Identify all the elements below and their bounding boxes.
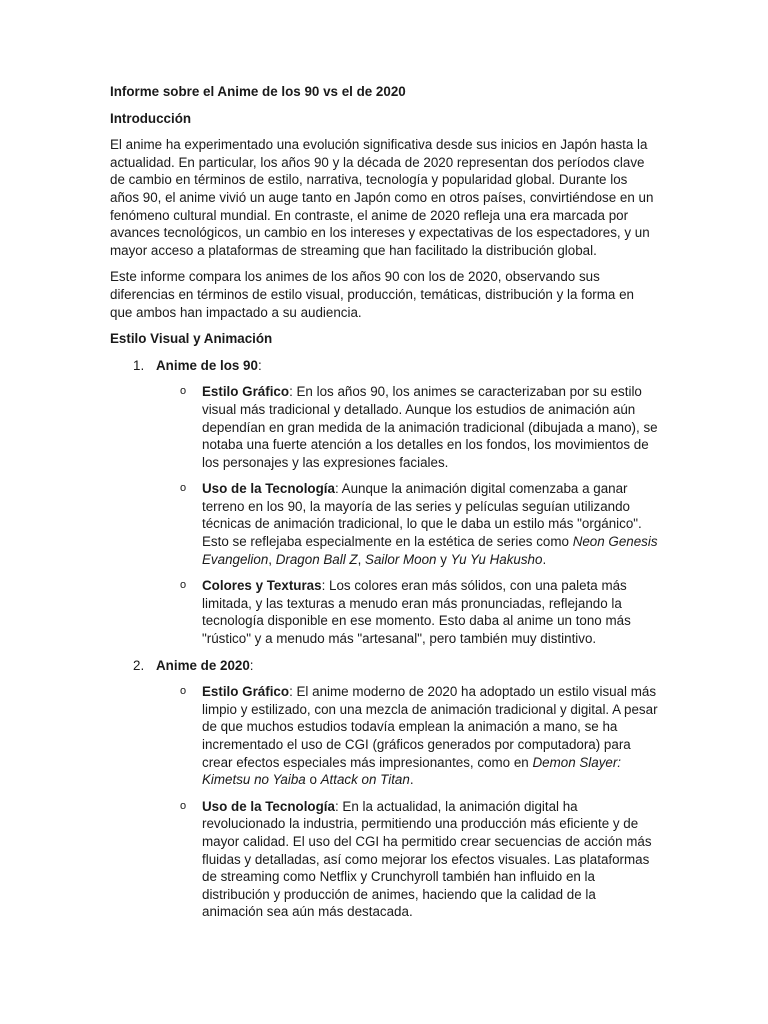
bullet-item <box>156 383 660 471</box>
series-title: Attack on Titan <box>320 772 410 788</box>
bullet-label: Uso de la Tecnología <box>202 798 335 814</box>
series-title: Sailor Moon <box>365 551 437 567</box>
bullet-label: Colores y Texturas <box>202 578 322 594</box>
bullet-label: Estilo Gráfico <box>202 684 290 700</box>
bullet-item <box>156 480 660 568</box>
list-item-colon: : <box>257 357 262 373</box>
circle-bullet-icon: o <box>180 385 187 398</box>
bullet-text: : El anime moderno de 2020 ha adoptado un estilo visual más limpio y estilizado, con una mezcla de animación tradicional y digital. A pesar de que muchos estudios todavía emplean la animación a mano, se ha incrementado el uso de CGI (gráficos generados por computadora) para crear efectos especiales más impresionantes, como en <box>202 684 658 770</box>
separator-text: . <box>542 551 547 567</box>
document-title: Informe sobre el Anime de los 90 vs el de 2020 <box>110 84 406 99</box>
intro-paragraph-2: Este informe compara los animes de los años 90 con los de 2020, observando sus diferencias en términos de estilo visual, producción, temáticas, distribución y la forma en que ambos han impactado a su audiencia. <box>110 269 634 320</box>
document-body <box>110 83 660 930</box>
section-heading: Estilo Visual y Animación <box>110 331 273 347</box>
series-title: Neon Genesis Evangelion <box>202 534 658 567</box>
list-item <box>110 357 660 648</box>
bullet-label: Uso de la Tecnología <box>202 481 335 497</box>
circle-bullet-icon: o <box>180 685 187 698</box>
list-item-title: Anime de 2020 <box>156 657 250 673</box>
bullet-item <box>156 798 660 921</box>
series-title: Demon Slayer: Kimetsu no Yaiba <box>202 754 622 788</box>
separator-text: . <box>409 772 414 788</box>
series-title: Dragon Ball Z <box>275 551 358 567</box>
separator-text: y <box>436 551 451 567</box>
circle-bullet-icon: o <box>180 482 187 495</box>
bullet-text: : Aunque la animación digital comenzaba a ganar terreno en los 90, la mayoría de las series y películas seguían utilizando técnicas de animación tradicional, lo que le daba un estilo más "orgánico". Esto se reflejaba especialmente en la estética de series como <box>202 481 642 550</box>
list-number: 1. <box>133 357 145 373</box>
bullet-text: : En la actualidad, la animación digital ha revolucionado la industria, permitiendo una producción más eficiente y de mayor calidad. El uso del CGI ha permitido crear secuencias de acción más fluidas y detalladas, así como mejorar los efectos visuales. Las plataformas de streaming como Netflix y Crunchyroll también han influido en la distribución y producción de animes, haciendo que la calidad de la animación sea aún más destacada. <box>202 798 652 920</box>
bullet-item <box>156 683 660 789</box>
bullet-text: : En los años 90, los animes se caracterizaban por su estilo visual más tradicional y detallado. Aunque los estudios de animación aún dependían en gran medida de la animación tradicional (dibujada a mano), se notaba una fuerte atención a los detalles en los fondos, los movimientos de los personajes y las expresiones faciales. <box>202 384 658 470</box>
circle-bullet-icon: o <box>180 799 187 812</box>
list-item-title: Anime de los 90 <box>156 357 258 373</box>
separator-text: , <box>268 551 276 567</box>
intro-heading: Introducción <box>110 110 192 126</box>
bullet-list <box>156 683 660 921</box>
bullet-list <box>156 383 660 647</box>
bullet-text: : Los colores eran más sólidos, con una paleta más limitada, y las texturas a menudo eran más pronunciadas, reflejando la tecnología disponible en ese momento. Esto daba al anime un tono más "rústico" y a menudo más "artesanal", pero también muy distintivo. <box>202 578 631 647</box>
series-title: Yu Yu Hakusho <box>450 551 543 567</box>
list-item <box>110 657 660 921</box>
numbered-list <box>110 357 660 921</box>
separator-text: o <box>305 772 321 788</box>
list-number: 2. <box>133 657 145 673</box>
separator-text: , <box>357 551 366 567</box>
bullet-label: Estilo Gráfico <box>202 384 290 400</box>
bullet-item <box>156 577 660 647</box>
circle-bullet-icon: o <box>180 579 187 592</box>
intro-paragraph-1: El anime ha experimentado una evolución significativa desde sus inicios en Japón hasta la actualidad. En particular, los años 90 y la década de 2020 representan dos períodos clave de cambio en términos de estilo, narrativa, tecnología y popularidad global. Durante los años 90, el anime vivió un auge tanto en Japón como en otros países, convirtiéndose en un fenómeno cultural mundial. En contraste, el anime de 2020 refleja una era marcada por avances tecnológicos, un cambio en los intereses y expectativas de los espectadores, y un mayor acceso a plataformas de streaming que han facilitado la distribución global. <box>110 137 654 258</box>
list-item-colon: : <box>249 657 254 673</box>
